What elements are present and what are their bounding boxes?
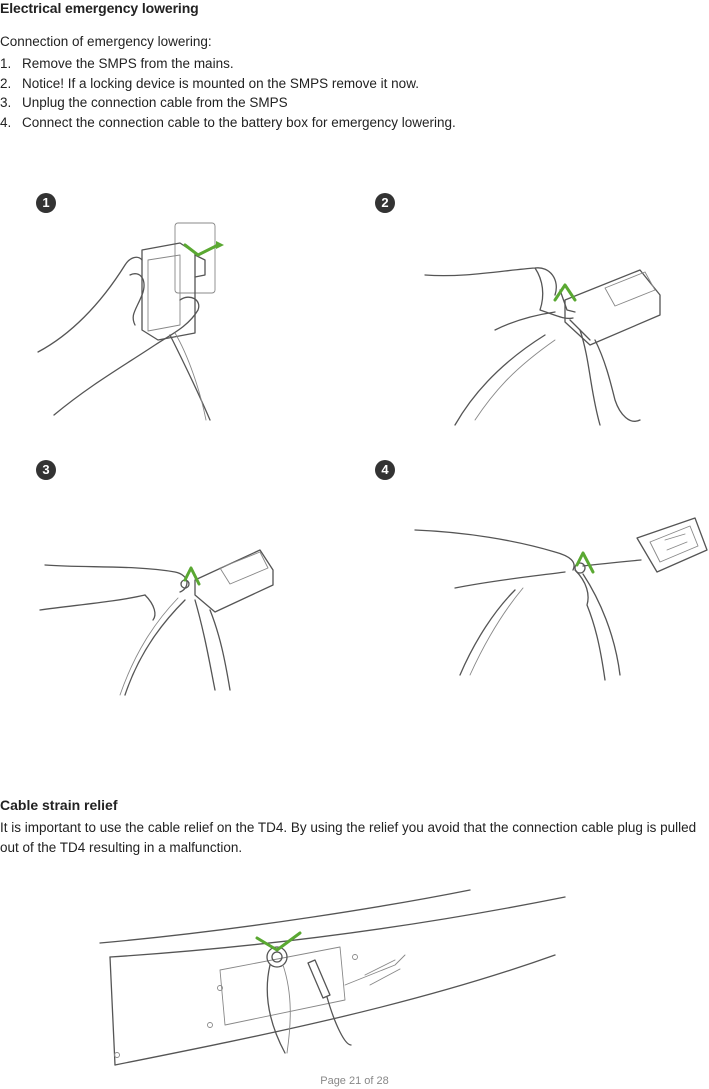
page-number: Page 21 of 28 xyxy=(320,1075,389,1087)
step-badge-3: 3 xyxy=(36,460,56,480)
section-title-emergency-lowering: Electrical emergency lowering xyxy=(0,0,199,16)
step-item xyxy=(0,93,456,113)
step-item xyxy=(0,74,456,94)
step-badge-4: 4 xyxy=(375,460,395,480)
step-text: Connect the connection cable to the battery box for emergency lowering. xyxy=(22,114,456,130)
step-text: Unplug the connection cable from the SMPS xyxy=(22,95,288,110)
illustration-unplug-cable xyxy=(35,540,280,700)
step-text: Remove the SMPS from the mains. xyxy=(22,56,234,71)
intro-text: Connection of emergency lowering: xyxy=(0,34,212,49)
illustration-remove-lock xyxy=(415,250,665,430)
section-title-cable-strain-relief: Cable strain relief xyxy=(0,797,118,813)
illustration-connect-battery xyxy=(405,510,709,690)
steps-list xyxy=(0,54,456,132)
step-item xyxy=(0,113,456,133)
step-number: 3. xyxy=(0,95,12,110)
step-number: 2. xyxy=(0,75,12,91)
cable-strain-relief-text: It is important to use the cable relief on the TD4. By using the relief you avoid that the connection cable plug is pulled out of the TD4 resulting in a malfunction. xyxy=(0,820,697,855)
step-number: 1. xyxy=(0,56,12,71)
step-text: Notice! If a locking device is mounted on the SMPS remove it now. xyxy=(22,75,419,91)
step-number: 4. xyxy=(0,114,12,130)
illustration-cable-strain-relief xyxy=(95,885,575,1070)
step-badge-2: 2 xyxy=(375,193,395,213)
step-item xyxy=(0,54,456,74)
illustration-unplug-smps xyxy=(30,215,260,425)
step-badge-1: 1 xyxy=(36,193,56,213)
